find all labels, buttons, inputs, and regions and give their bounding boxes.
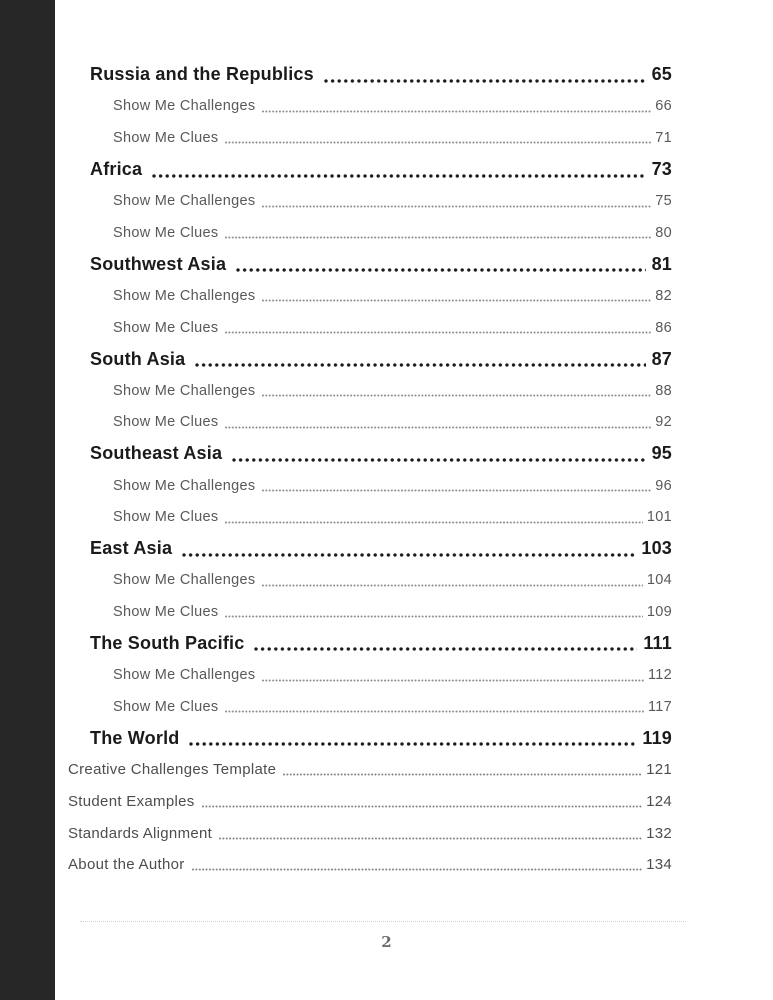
toc-row xyxy=(68,722,672,754)
toc-entry-page: 101 xyxy=(646,509,672,526)
toc-row xyxy=(68,596,672,628)
dot-leader xyxy=(262,299,651,302)
dot-leader xyxy=(202,805,643,808)
dot-leader xyxy=(152,174,645,178)
toc-entry-label: Russia and the Republics xyxy=(90,64,314,85)
dot-leader xyxy=(225,521,642,524)
toc-entry-page: 124 xyxy=(646,792,672,810)
toc-row xyxy=(68,91,672,123)
toc-row xyxy=(68,754,672,786)
toc-entry-page: 80 xyxy=(655,224,672,241)
dot-leader xyxy=(192,868,643,871)
toc-entry-label: Student Examples xyxy=(68,792,195,810)
toc-entry-page: 119 xyxy=(642,727,672,748)
footer-divider xyxy=(80,921,686,922)
toc-entry-label: Show Me Clues xyxy=(113,414,219,431)
dot-leader xyxy=(225,141,651,144)
dot-leader xyxy=(225,426,651,429)
toc-entry-label: Standards Alignment xyxy=(68,824,213,842)
toc-entry-page: 103 xyxy=(641,538,672,559)
toc-entry-label: About the Author xyxy=(68,856,185,874)
page-number: 2 xyxy=(381,933,392,951)
toc-row xyxy=(68,280,672,312)
toc-entry-page: 117 xyxy=(647,698,672,715)
toc-entry-label: The World xyxy=(90,727,180,748)
dot-leader xyxy=(225,615,642,618)
dot-leader xyxy=(232,458,645,462)
toc-entry-label: Show Me Challenges xyxy=(113,98,256,115)
table-of-contents xyxy=(68,59,672,880)
toc-row xyxy=(68,59,672,91)
toc-entry-page: 132 xyxy=(646,824,672,842)
toc-entry-label: Show Me Clues xyxy=(113,224,219,241)
toc-entry-label: Show Me Clues xyxy=(113,698,219,715)
dot-leader xyxy=(262,489,651,492)
dot-leader xyxy=(189,742,636,746)
toc-row xyxy=(68,312,672,344)
dot-leader xyxy=(262,679,644,682)
toc-entry-label: The South Pacific xyxy=(90,632,245,653)
toc-row xyxy=(68,438,672,470)
dot-leader xyxy=(262,205,651,208)
toc-entry-page: 73 xyxy=(651,159,672,180)
dot-leader xyxy=(225,710,644,713)
toc-row xyxy=(68,122,672,154)
toc-entry-label: Show Me Clues xyxy=(113,129,219,146)
toc-entry-label: Show Me Clues xyxy=(113,509,219,526)
toc-entry-page: 71 xyxy=(655,129,672,146)
dot-leader xyxy=(254,647,637,651)
toc-entry-page: 87 xyxy=(651,348,672,369)
dot-leader xyxy=(219,837,642,840)
toc-entry-page: 121 xyxy=(646,761,672,779)
toc-row xyxy=(68,470,672,502)
toc-entry-page: 75 xyxy=(655,193,672,210)
dot-leader xyxy=(262,110,651,113)
dot-leader xyxy=(262,394,651,397)
toc-entry-page: 111 xyxy=(643,632,672,653)
page-spine-bar xyxy=(0,0,55,1000)
toc-entry-page: 95 xyxy=(651,443,672,464)
dot-leader xyxy=(236,268,645,272)
toc-entry-label: South Asia xyxy=(90,348,186,369)
toc-row xyxy=(68,249,672,281)
dot-leader xyxy=(324,79,646,83)
toc-row xyxy=(68,154,672,186)
toc-row xyxy=(68,849,672,881)
toc-row xyxy=(68,628,672,660)
toc-entry-page: 86 xyxy=(655,319,672,336)
toc-row xyxy=(68,407,672,439)
toc-entry-page: 88 xyxy=(655,382,672,399)
dot-leader xyxy=(225,236,651,239)
toc-row xyxy=(68,501,672,533)
toc-row xyxy=(68,691,672,723)
toc-entry-label: Show Me Clues xyxy=(113,603,219,620)
toc-row xyxy=(68,343,672,375)
toc-entry-page: 81 xyxy=(651,253,672,274)
toc-entry-page: 109 xyxy=(646,603,672,620)
dot-leader xyxy=(225,331,651,334)
toc-entry-label: Show Me Challenges xyxy=(113,193,256,210)
toc-row xyxy=(68,375,672,407)
toc-entry-page: 66 xyxy=(655,98,672,115)
toc-entry-label: Africa xyxy=(90,159,143,180)
toc-row xyxy=(68,817,672,849)
toc-entry-label: Show Me Challenges xyxy=(113,287,256,304)
toc-entry-label: Show Me Challenges xyxy=(113,667,256,684)
dot-leader xyxy=(195,363,645,367)
dot-leader xyxy=(283,773,642,776)
toc-entry-label: Creative Challenges Template xyxy=(68,761,277,779)
toc-entry-label: East Asia xyxy=(90,538,173,559)
toc-entry-page: 104 xyxy=(646,572,672,589)
toc-entry-page: 134 xyxy=(646,856,672,874)
toc-row xyxy=(68,217,672,249)
toc-entry-page: 112 xyxy=(647,667,672,684)
toc-row xyxy=(68,565,672,597)
toc-entry-label: Show Me Challenges xyxy=(113,572,256,589)
toc-entry-page: 92 xyxy=(655,414,672,431)
toc-entry-label: Southeast Asia xyxy=(90,443,223,464)
toc-entry-page: 82 xyxy=(655,287,672,304)
toc-row xyxy=(68,185,672,217)
toc-entry-label: Southwest Asia xyxy=(90,253,227,274)
toc-entry-page: 65 xyxy=(651,64,672,85)
toc-row xyxy=(68,533,672,565)
toc-row xyxy=(68,786,672,818)
toc-entry-label: Show Me Clues xyxy=(113,319,219,336)
toc-row xyxy=(68,659,672,691)
dot-leader xyxy=(182,553,635,557)
toc-entry-label: Show Me Challenges xyxy=(113,477,256,494)
toc-entry-label: Show Me Challenges xyxy=(113,382,256,399)
dot-leader xyxy=(262,584,642,587)
toc-entry-page: 96 xyxy=(655,477,672,494)
